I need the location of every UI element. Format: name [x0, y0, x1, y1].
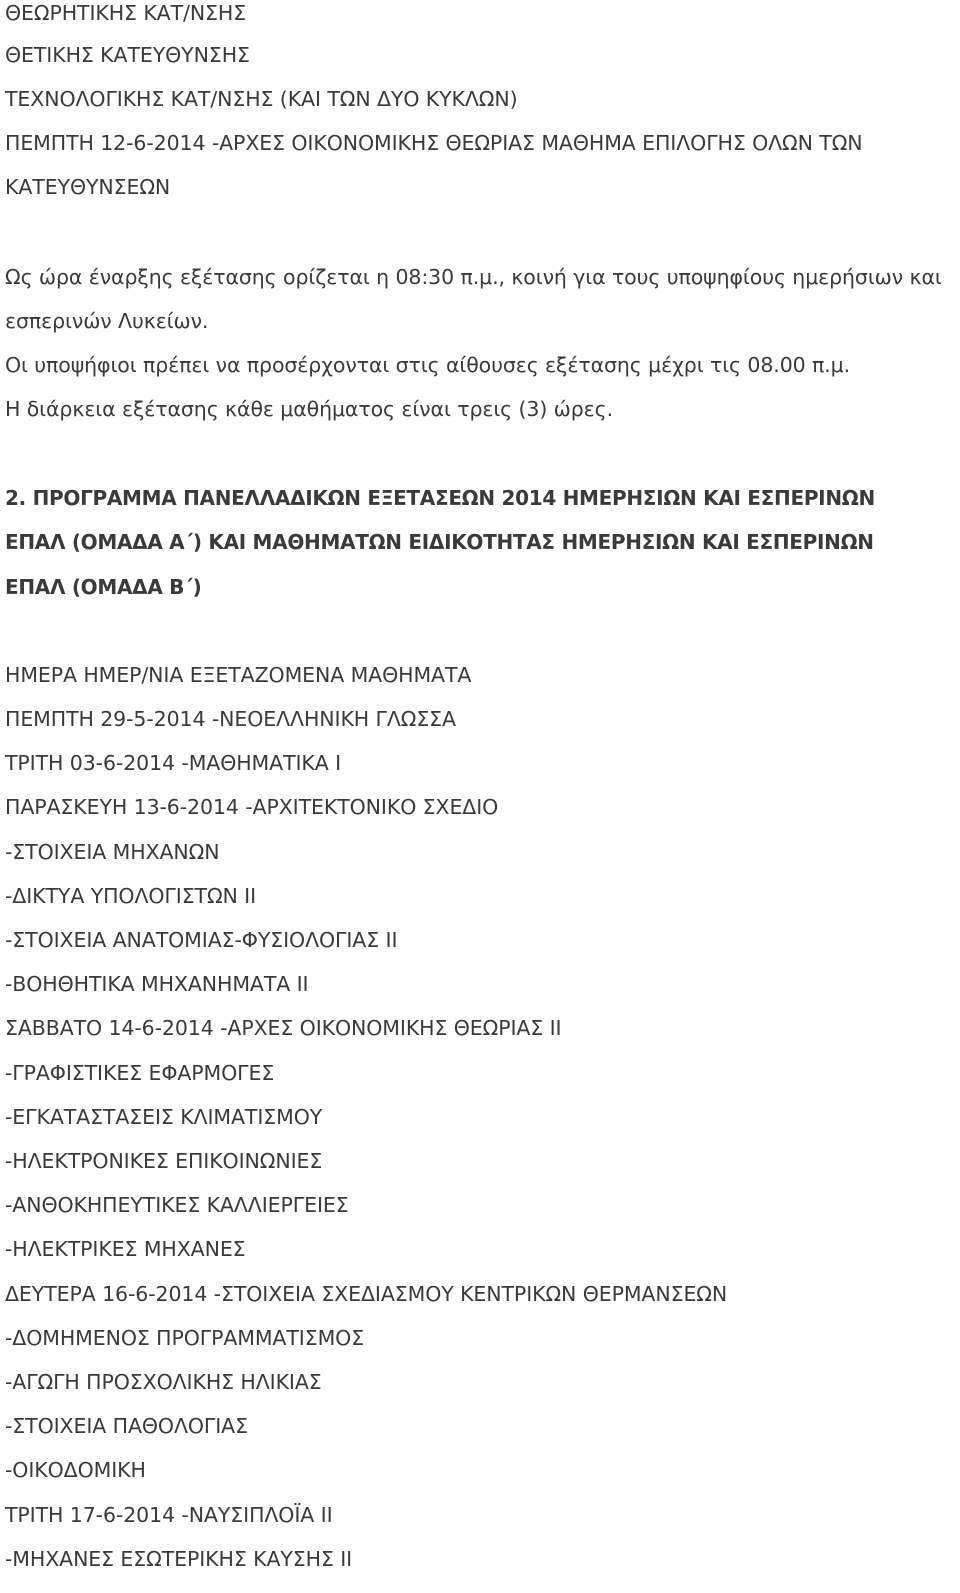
schedule-line: -ΣΤΟΙΧΕΙΑ ΜΗΧΑΝΩΝ — [5, 840, 220, 864]
schedule-line: -ΒΟΗΘΗΤΙΚΑ ΜΗΧΑΝΗΜΑΤΑ ΙΙ — [5, 972, 309, 996]
schedule-line: -ΣΤΟΙΧΕΙΑ ΑΝΑΤΟΜΙΑΣ-ΦΥΣΙΟΛΟΓΙΑΣ ΙΙ — [5, 928, 398, 952]
schedule-line: ΤΡΙΤΗ 17-6-2014 -ΝΑΥΣΙΠΛΟΪΑ ΙΙ — [5, 1503, 333, 1527]
intro-line: ΚΑΤΕΥΘΥΝΣΕΩΝ — [5, 175, 171, 199]
schedule-line: -ΔΟΜΗΜΕΝΟΣ ΠΡΟΓΡΑΜΜΑΤΙΣΜΟΣ — [5, 1326, 365, 1350]
intro-line: ΘΕΤΙΚΗΣ ΚΑΤΕΥΘΥΝΣΗΣ — [5, 43, 250, 67]
intro-line: ΤΕΧΝΟΛΟΓΙΚΗΣ ΚΑΤ/ΝΣΗΣ (ΚΑΙ ΤΩΝ ΔΥΟ ΚΥΚΛΩΝ) — [5, 87, 518, 111]
schedule-line: -ΗΛΕΚΤΡΟΝΙΚΕΣ ΕΠΙΚΟΙΝΩΝΙΕΣ — [5, 1149, 323, 1173]
schedule-line: -ΓΡΑΦΙΣΤΙΚΕΣ ΕΦΑΡΜΟΓΕΣ — [5, 1061, 275, 1085]
intro-line: ΘΕΩΡΗΤΙΚΗΣ ΚΑΤ/ΝΣΗΣ — [5, 1, 247, 25]
schedule-line: ΣΑΒΒΑΤΟ 14-6-2014 -ΑΡΧΕΣ ΟΙΚΟΝΟΜΙΚΗΣ ΘΕΩΡΙΑΣ ΙΙ — [5, 1016, 562, 1040]
schedule-line: -ΗΛΕΚΤΡΙΚΕΣ ΜΗΧΑΝΕΣ — [5, 1237, 246, 1261]
section-heading-line: 2. ΠΡΟΓΡΑΜΜΑ ΠΑΝΕΛΛΑΔΙΚΩΝ ΕΞΕΤΑΣΕΩΝ 2014 ΗΜΕΡΗΣΙΩΝ ΚΑΙ ΕΣΠΕΡΙΝΩΝ — [5, 486, 875, 510]
note-line: Οι υποψήφιοι πρέπει να προσέρχονται στις αίθουσες εξέτασης μέχρι τις 08.00 π.μ. — [5, 353, 851, 377]
section-heading-line: ΕΠΑΛ (ΟΜΑΔΑ Α΄) ΚΑΙ ΜΑΘΗΜΑΤΩΝ ΕΙΔΙΚΟΤΗΤΑΣ ΗΜΕΡΗΣΙΩΝ ΚΑΙ ΕΣΠΕΡΙΝΩΝ — [5, 530, 874, 554]
schedule-line: -ΜΗΧΑΝΕΣ ΕΣΩΤΕΡΙΚΗΣ ΚΑΥΣΗΣ ΙΙ — [5, 1547, 353, 1571]
schedule-line: ΠΑΡΑΣΚΕΥΗ 13-6-2014 -ΑΡΧΙΤΕΚΤΟΝΙΚΟ ΣΧΕΔΙΟ — [5, 795, 499, 819]
schedule-line: -ΑΝΘΟΚΗΠΕΥΤΙΚΕΣ ΚΑΛΛΙΕΡΓΕΙΕΣ — [5, 1193, 349, 1217]
note-line: Η διάρκεια εξέτασης κάθε μαθήματος είναι τρεις (3) ώρες. — [5, 397, 613, 421]
intro-line: ΠΕΜΠΤΗ 12-6-2014 -ΑΡΧΕΣ ΟΙΚΟΝΟΜΙΚΗΣ ΘΕΩΡΙΑΣ ΜΑΘΗΜΑ ΕΠΙΛΟΓΗΣ ΟΛΩΝ ΤΩΝ — [5, 131, 863, 155]
schedule-line: -ΟΙΚΟΔΟΜΙΚΗ — [5, 1458, 146, 1482]
schedule-line: ΤΡΙΤΗ 03-6-2014 -ΜΑΘΗΜΑΤΙΚΑ Ι — [5, 751, 342, 775]
section-heading-line: ΕΠΑΛ (ΟΜΑΔΑ Β΄) — [5, 575, 202, 599]
note-line: Ως ώρα έναρξης εξέτασης ορίζεται η 08:30 π.μ., κοινή για τους υποψηφίους ημερήσιων και — [5, 265, 942, 289]
schedule-header: ΗΜΕΡΑ ΗΜΕΡ/ΝΙΑ ΕΞΕΤΑΖΟΜΕΝΑ ΜΑΘΗΜΑΤΑ — [5, 663, 472, 687]
schedule-line: -ΑΓΩΓΗ ΠΡΟΣΧΟΛΙΚΗΣ ΗΛΙΚΙΑΣ — [5, 1370, 322, 1394]
schedule-line: -ΣΤΟΙΧΕΙΑ ΠΑΘΟΛΟΓΙΑΣ — [5, 1414, 248, 1438]
note-line: εσπερινών Λυκείων. — [5, 309, 209, 333]
schedule-line: ΔΕΥΤΕΡΑ 16-6-2014 -ΣΤΟΙΧΕΙΑ ΣΧΕΔΙΑΣΜΟΥ ΚΕΝΤΡΙΚΩΝ ΘΕΡΜΑΝΣΕΩΝ — [5, 1282, 728, 1306]
schedule-line: ΠΕΜΠΤΗ 29-5-2014 -ΝΕΟΕΛΛΗΝΙΚΗ ΓΛΩΣΣΑ — [5, 707, 456, 731]
schedule-line: -ΔΙΚΤΥΑ ΥΠΟΛΟΓΙΣΤΩΝ ΙΙ — [5, 884, 257, 908]
schedule-line: -ΕΓΚΑΤΑΣΤΑΣΕΙΣ ΚΛΙΜΑΤΙΣΜΟΥ — [5, 1105, 323, 1129]
